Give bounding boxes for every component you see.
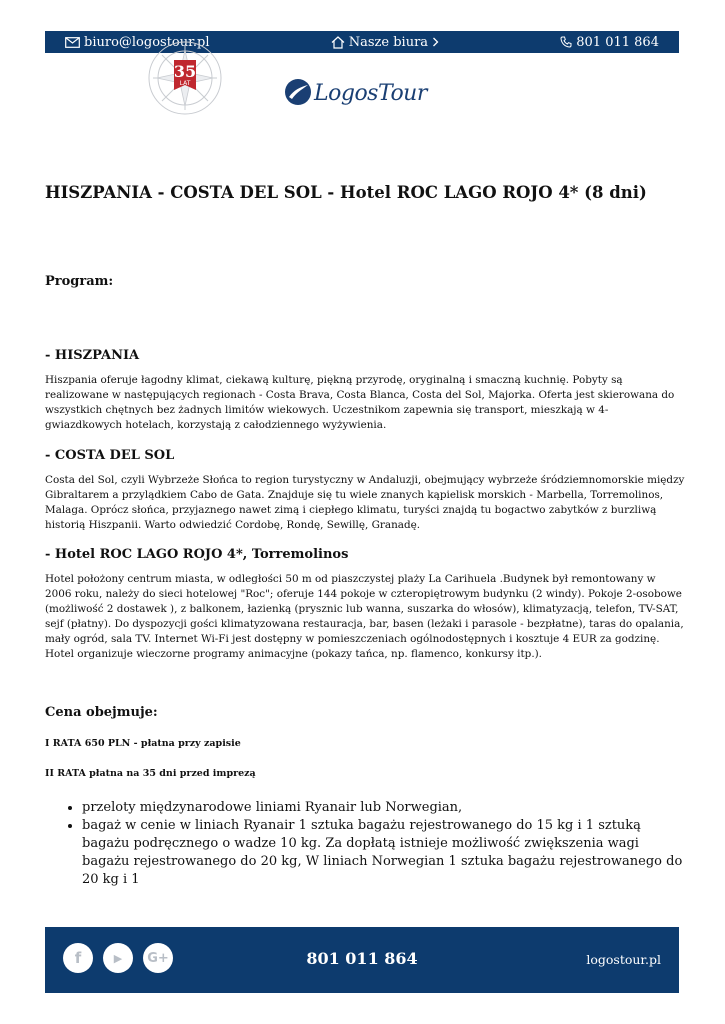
offices-text: Nasze biura [348, 34, 429, 50]
phone-text: 801 011 864 [576, 34, 659, 50]
section-hiszpania [45, 348, 685, 433]
facebook-glyph: f [74, 949, 82, 967]
logostour-logo[interactable] [284, 76, 427, 116]
home-icon [331, 36, 345, 49]
price-includes-heading: Cena obejmuje: [45, 705, 158, 720]
program-heading: Program: [45, 274, 114, 289]
footer-phone[interactable]: 801 011 864 [306, 949, 418, 968]
top-contact-bar [45, 31, 679, 53]
section-text: Costa del Sol, czyli Wybrzeże Słońca to region turystyczny w Andaluzji, obejmujący wybrzeże śródziemnomorskie między Gibraltarem a przylądkiem Cabo de Gata. Znajduje się tu wiele znanych kąpielisk morskich - Marbella, Torremolinos, Malaga. Oprócz słońca, przyjaznego nawet zimą i ciepłego klimatu, turyści znajdą tu bogactwo zabytków z burzliwą historią Hiszpanii. Warto odwiedzić Cordobę, Rondę, Sewillę, Granadę. [45, 474, 685, 531]
footer [45, 927, 679, 993]
section-hotel [45, 547, 685, 662]
page-title: HISZPANIA - COSTA DEL SOL - Hotel ROC LAGO ROJO 4* (8 dni) [45, 183, 647, 202]
envelope-icon [65, 37, 80, 48]
chevron-right-icon [432, 37, 439, 47]
section-heading: - Hotel ROC LAGO ROJO 4*, Torremolinos [45, 547, 349, 562]
section-text: Hiszpania oferuje łagodny klimat, ciekawą kulturę, piękną przyrodę, oryginalną i smaczną kuchnię. Pobyty są realizowane w następujących regionach - Costa Brava, Costa Blanca, Costa del Sol, Majorka. Oferta jest skierowana do wszystkich chętnych bez żadnych limitów wiekowych. Uczestnikom zapewnia się transport, mieszkają w 4-gwiazdkowych hotelach, korzystają z całodziennego wyżywienia. [45, 374, 675, 431]
footer-website-link[interactable]: logostour.pl [586, 952, 661, 967]
installment-2: II RATA płatna na 35 dni przed imprezą [45, 768, 256, 779]
section-costa-del-sol [45, 448, 685, 533]
section-heading: - HISZPANIA [45, 348, 140, 363]
phone-link[interactable] [560, 35, 659, 50]
installment-1: I RATA 650 PLN - płatna przy zapisie [45, 738, 241, 749]
list-item: • bagaż w cenie w liniach Ryanair 1 sztuka bagażu rejestrowanego do 15 kg i 1 sztuką bagażu podręcznego o wadze 10 kg. Za dopłatą istnieje możliwość zwiększenia wagi bagażu rejestrowanego do 20 kg, W liniach Norwegian 1 sztuka bagażu rejestrowanego do 20 kg i 1 [82, 817, 685, 889]
list-item: • przeloty międzynarodowe liniami Ryanair lub Norwegian, [82, 799, 685, 817]
logo-mark-icon [284, 78, 312, 106]
youtube-glyph: ▶ [113, 951, 123, 965]
includes-list [45, 799, 685, 887]
section-text: Hotel położony centrum miasta, w odległości 50 m od piaszczystej plaży La Carihuela .Budynek był remontowany w 2006 roku, należy do sieci hotelowej "Roc"; oferuje 144 pokoje w czteropiętrowym budynku (2 windy). Pokoje 2-osobowe (możliwość 2 dostawek ), z balkonem, łazienką (prysznic lub wanna, suszarka do włosów), klimatyzacją, telefon, TV-SAT, sejf (płatny). Do dyspozycji gości klimatyzowana restauracja, bar, basen (leżaki i parasole - bezpłatne), taras do opalania, mały ogród, sala TV. Internet Wi-Fi jest dostępny w pomieszczeniach ogólnodostępnych i kosztuje 4 EUR za godzinę. Hotel organizuje wieczorne programy animacyjne (pokazy tańca, np. flamenco, konkursy itp.). [45, 573, 684, 660]
section-heading: - COSTA DEL SOL [45, 448, 175, 463]
anniversary-number: 35 [173, 62, 197, 81]
anniversary-emblem [146, 54, 224, 116]
offices-link[interactable] [331, 35, 439, 50]
google-plus-glyph: G+ [147, 950, 169, 966]
phone-icon [560, 36, 572, 48]
anniversary-word: LAT [179, 80, 191, 87]
logo-text: LogosTour [314, 81, 427, 106]
email-text: biuro@logostour.pl [84, 34, 210, 50]
